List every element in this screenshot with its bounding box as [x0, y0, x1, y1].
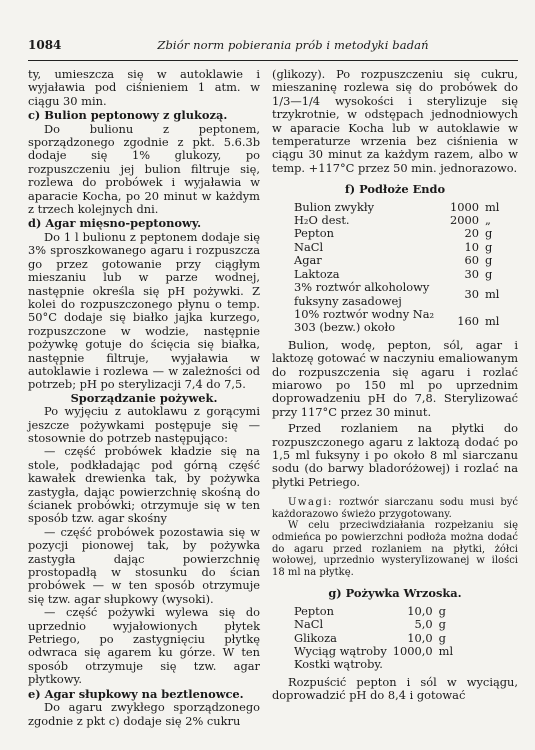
- paragraph: (glikozy). Po rozpuszczeniu się cukru, mieszaninę rozlewa się do probówek do 1/3—1/4 wysokości i sterylizuje się trzykrotnie, w odstępach jednodniowych w aparacie Kocha lub w autoklawie w temperaturze wrzenia bez ciśnienia w ciągu 30 minut za każdym razem, albo w temp. +117°C przez 50 min. jednorazowo.: [272, 67, 518, 175]
- section-heading: d) Agar mięsno-peptonowy.: [28, 216, 202, 231]
- paragraph: — część pożywki wylewa się do uprzednio wyjałowionych płytek Petriego, po zastygnięciu płytkę odwraca się agarem ku górze. W ten sposób otrzymuje się tzw. agar płytkowy.: [28, 605, 260, 687]
- ingredient-unit: g: [485, 266, 493, 281]
- page-number: 1084: [28, 38, 62, 52]
- paragraph: Do 1 l bulionu z peptonem dodaje się 3% sproszkowanego agaru i rozpuszcza go przez gotowanie przy ciągłym mieszaniu lub w parze wodnej, następnie określa się pH pożywki. Z kolei do rozpuszczonego płynu o temp. 50°C dodaje się białko jajka kurzego, rozpuszczone w wodzie, następnie pożywkę gotuje do ścięcia się białka, następnie filtruje, wyjaławia w autoklawie i rozlewa — w zależności od potrzeb; pH po sterylizacji 7,4 do 7,5.: [28, 229, 260, 392]
- paragraph: Rozpuścić pepton i sól w wyciągu, doprowadzić pH do 8,4 i gotować: [272, 674, 518, 703]
- ingredient-name: NaCl: [294, 239, 324, 254]
- ingredient-amount: 5,0: [414, 617, 433, 632]
- wrzoska-recipe-table: [294, 605, 453, 672]
- ingredient-amount: 10,0: [407, 603, 433, 618]
- ingredient-unit: ml: [485, 313, 500, 328]
- ingredient-amount: 1000,0: [392, 643, 433, 658]
- running-title: Zbiór norm pobierania prób i metodyki badań: [157, 38, 429, 52]
- recipe-row: [294, 308, 499, 335]
- paragraph: Bulion, wodę, pepton, sól, agar i laktozę gotować w naczyniu emaliowanym do rozpuszczenia się agaru i rozlać miarowo po 150 ml po uprzednim doprowadzeniu pH do 7,8. Sterylizować przy 117°C przez 30 minut.: [272, 337, 518, 419]
- ingredient-name: Pepton: [294, 603, 334, 618]
- ingredient-unit: ml: [485, 286, 500, 301]
- paragraph: Do bulionu z peptonem, sporządzonego zgodnie z pkt. 5.6.3b dodaje się 1% glukozy, po rozpuszczeniu jej bulion filtruje się, rozlewa do probówek i wyjaławia w aparacie Kocha, po 20 minut w każdym z trzech kolejnych dni.: [28, 121, 260, 217]
- section-heading: f) Podłoże Endo: [344, 182, 446, 197]
- ingredient-name: Kostki wątroby.: [294, 657, 383, 672]
- right-column: [272, 68, 518, 703]
- ingredient-name: Agar: [294, 253, 322, 268]
- recipe-row: [294, 227, 499, 240]
- ingredient-amount: 2000: [450, 213, 479, 228]
- ingredient-unit: g: [485, 239, 493, 254]
- recipe-row: [294, 605, 453, 618]
- ingredient-name: Wyciąg wątroby: [294, 643, 387, 658]
- ingredient-amount: 1000: [450, 199, 479, 214]
- section-heading: Sporządzanie pożywek.: [70, 390, 218, 405]
- page-header: [28, 38, 518, 56]
- ingredient-unit: g: [485, 226, 493, 241]
- ingredient-unit: g: [438, 603, 446, 618]
- paragraph: ty, umieszcza się w autoklawie i wyjaławia pod ciśnieniem 1 atm. w ciągu 30 min.: [28, 67, 260, 108]
- ingredient-amount: 10,0: [407, 630, 433, 645]
- recipe-row: [294, 658, 453, 671]
- recipe-row: [294, 281, 499, 308]
- recipe-row: [294, 645, 453, 658]
- ingredient-name: Laktoza: [294, 266, 340, 281]
- ingredient-unit: g: [485, 253, 493, 268]
- left-column: [28, 68, 260, 728]
- ingredient-amount: 60: [464, 253, 479, 268]
- ingredient-amount: 20: [464, 226, 479, 241]
- recipe-row: [294, 241, 499, 254]
- recipe-row: [294, 618, 453, 631]
- recipe-row: [294, 268, 499, 281]
- ingredient-unit: g: [438, 617, 446, 632]
- recipe-row: [294, 632, 453, 645]
- paragraph: Po wyjęciu z autoklawu z gorącymi jeszcze pożywkami postępuje się — stosownie do potrzeb następująco:: [28, 404, 260, 445]
- header-rule: [28, 60, 518, 61]
- ingredient-unit: „: [485, 213, 491, 228]
- paragraph: — część probówek pozostawia się w pozycji pionowej tak, by pożywka zastygła dając powierzchnię prostopadłą w stosunku do ścian probówek — w ten sposób otrzymuje się tzw. agar słupkowy (wysoki).: [28, 524, 260, 606]
- section-heading: c) Bulion peptonowy z glukozą.: [28, 108, 228, 123]
- ingredient-name: Glikoza: [294, 630, 337, 645]
- ingredient-amount: 30: [464, 286, 479, 301]
- ingredient-name: H₂O dest.: [294, 213, 350, 228]
- section-heading: g) Pożywka Wrzoska.: [328, 586, 462, 601]
- note-block: [272, 497, 518, 578]
- paragraph: Przed rozlaniem na płytki do rozpuszczonego agaru z laktozą dodać po 1,5 ml fuksyny i po około 8 ml siarczanu sodu (do barwy bladoróżowej) i rozlać na płytki Petriego.: [272, 421, 518, 489]
- recipe-row: [294, 254, 499, 267]
- ingredient-unit: ml: [438, 643, 454, 658]
- recipe-row: [294, 201, 499, 214]
- note-text: roztwór siarczanu sodu musi być każdorazowo świeżo przygotowany.: [272, 497, 518, 520]
- ingredient-amount: 160: [457, 313, 479, 328]
- ingredient-name: Bulion zwykły: [294, 199, 375, 214]
- ingredient-amount: [393, 658, 439, 671]
- note-text: W celu przeciwdziałania rozpełzaniu się odmieńca po powierzchni podłoża można dodać do agaru przed rozlaniem na płytki, żółci wołowej, uprzednio wysteryIizowanej w ilości 18 ml na płytkę.: [272, 520, 518, 578]
- ingredient-amount: 10: [464, 239, 479, 254]
- paragraph: — część probówek kładzie się na stole, podkładając pod górną część kawałek drewienka tak, by pożywka zastygła, dając powierzchnię skośną do ścianek probówki; otrzymuje się w ten sposób tzw. agar skośny: [28, 444, 260, 526]
- ingredient-name: Pepton: [294, 226, 334, 241]
- endo-recipe-table: [294, 201, 499, 335]
- ingredient-unit: g: [438, 630, 446, 645]
- section-heading: e) Agar słupkowy na beztlenowce.: [28, 686, 244, 701]
- ingredient-name: 3% roztwór alkoholowy fuksyny zasadowej: [294, 280, 430, 308]
- ingredient-unit: ml: [485, 199, 500, 214]
- ingredient-unit: [439, 658, 453, 671]
- ingredient-name: 10% roztwór wodny Na₂ 303 (bezw.) około: [294, 306, 435, 335]
- recipe-row: [294, 214, 499, 227]
- ingredient-amount: 30: [464, 266, 479, 281]
- paragraph: Do agaru zwykłego sporządzonego zgodnie z pkt c) dodaje się 2% cukru: [28, 700, 260, 728]
- note-label: Uwagi:: [288, 497, 333, 509]
- ingredient-name: NaCl: [294, 617, 324, 632]
